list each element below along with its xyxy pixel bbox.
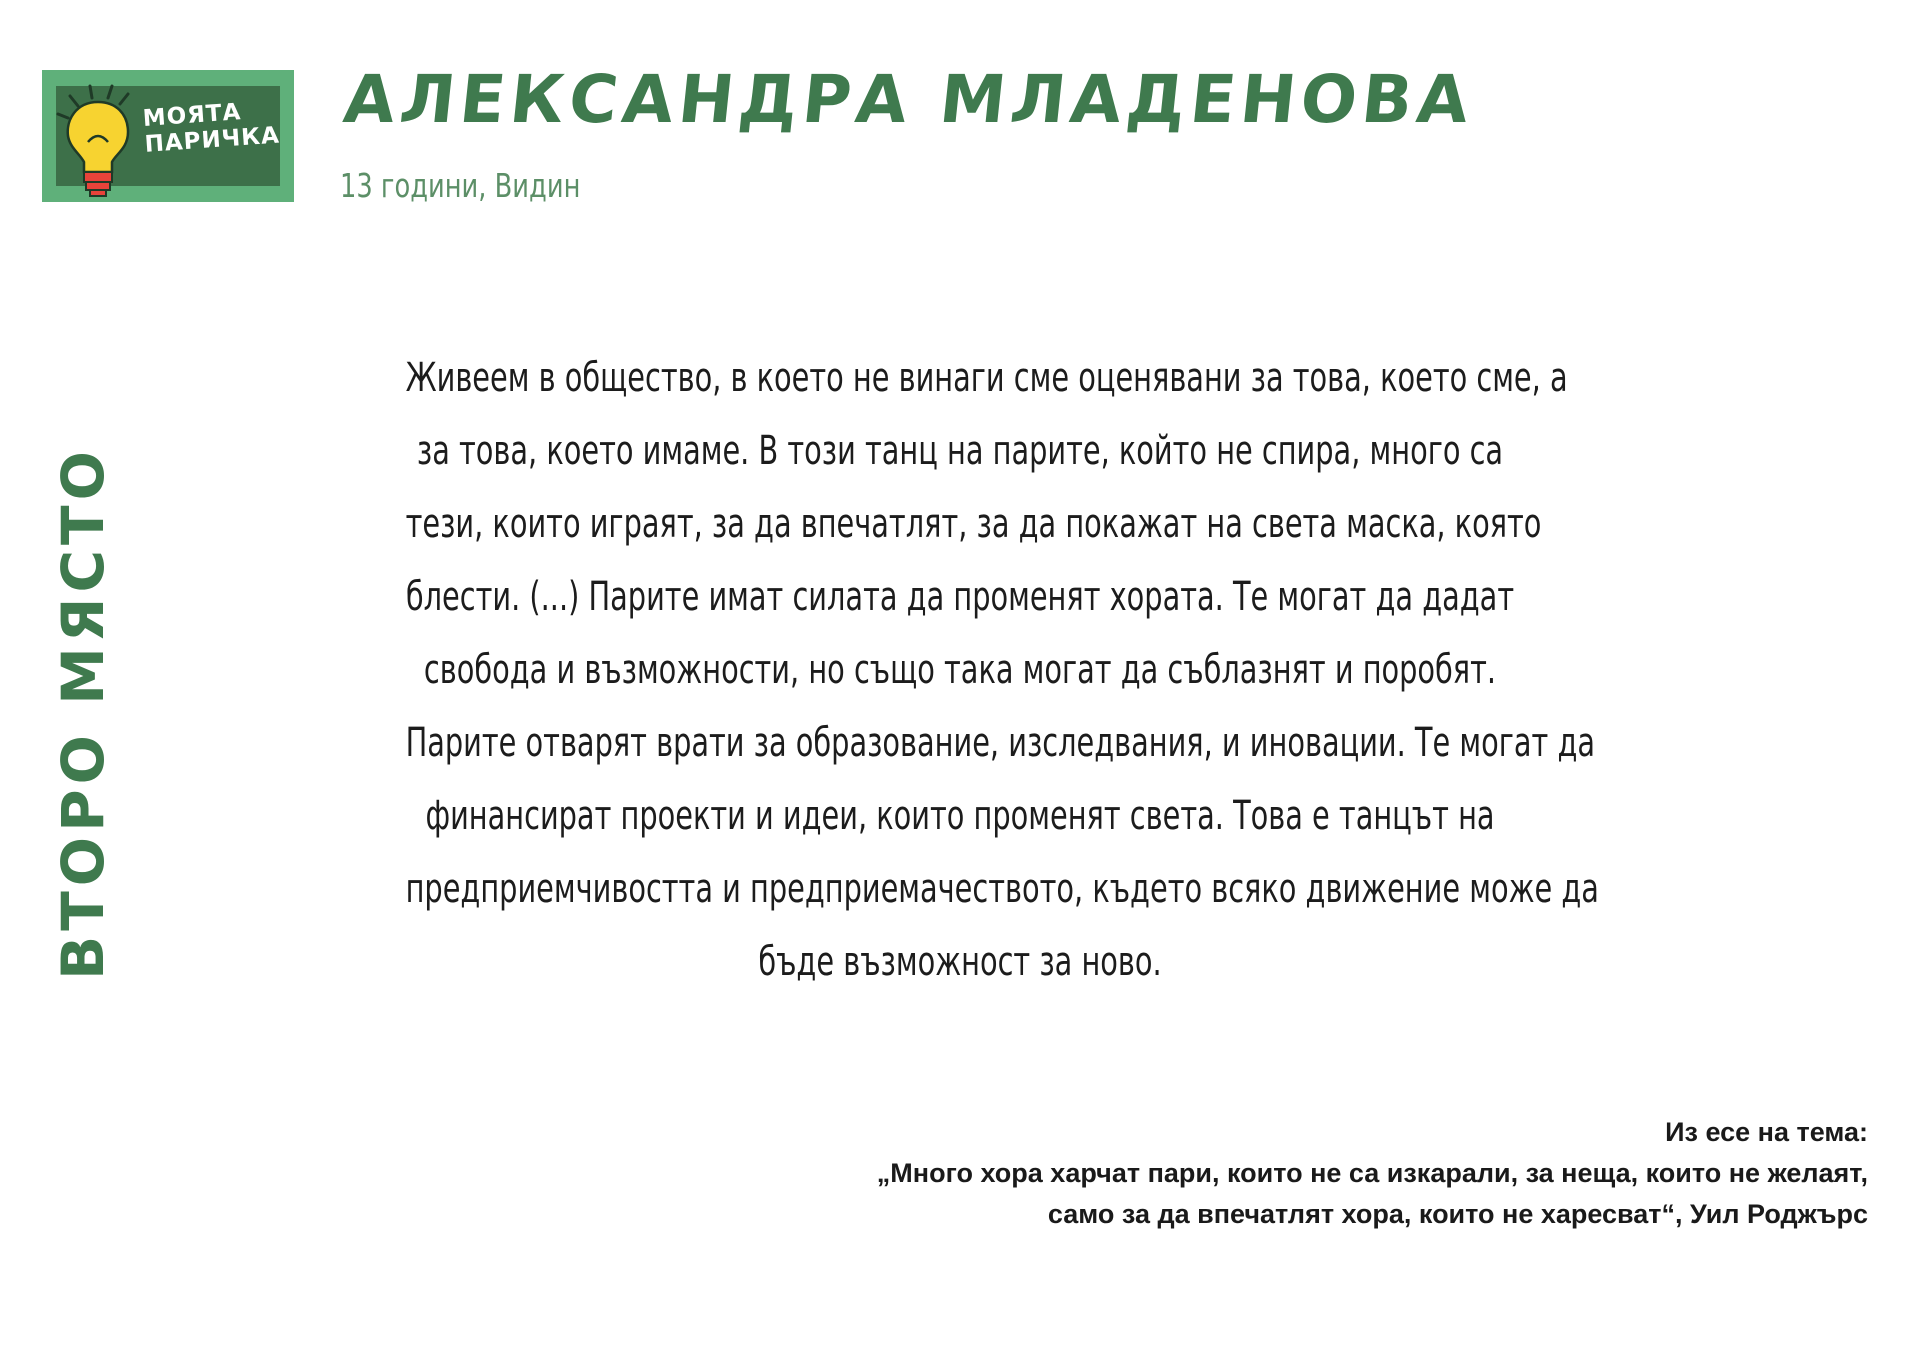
logo-line-2: ПАРИЧКА	[143, 122, 281, 158]
essay-line: тези, които играят, за да впечатлят, за да покажат на света маска, която	[405, 501, 1542, 547]
essay-excerpt	[190, 342, 1730, 999]
essay-line: за това, което имаме. В този танц на парите, който не спира, много са	[416, 428, 1504, 474]
essay-line: предприемчивостта и предприемачеството, където всяко движение може да	[405, 866, 1599, 912]
essay-source	[877, 1112, 1868, 1235]
logo	[42, 70, 294, 202]
source-intro: Из есе на тема:	[1665, 1117, 1868, 1147]
essay-line: финансират проекти и идеи, които променят света. Това е танцът на	[425, 793, 1495, 839]
essay-line: Парите отварят врати за образование, изследвания, и иновации. Те могат да	[405, 720, 1596, 766]
author-name: АЛЕКСАНДРА МЛАДЕНОВА	[340, 61, 1478, 138]
essay-line: блести. (...) Парите имат силата да променят хората. Те могат да дадат	[405, 574, 1515, 620]
source-quote-line-1: „Много хора харчат пари, които не са изкарали, за неща, които не желаят,	[876, 1158, 1868, 1188]
essay-line: Живеем в общество, в което не винаги сме оценявани за това, което сме, а	[405, 355, 1568, 401]
essay-line: свобода и възможности, но също така могат да съблазнят и поробят.	[423, 647, 1497, 693]
source-quote-line-2: само за да впечатлят хора, които не харесват“, Уил Роджърс	[1047, 1199, 1868, 1229]
place-label: ВТОРО МЯСТО	[49, 446, 117, 980]
logo-line-1: МОЯТА	[142, 99, 243, 132]
logo-text	[142, 97, 281, 158]
essay-line: бъде възможност за ново.	[758, 939, 1162, 985]
author-details: 13 години, Видин	[340, 166, 581, 205]
